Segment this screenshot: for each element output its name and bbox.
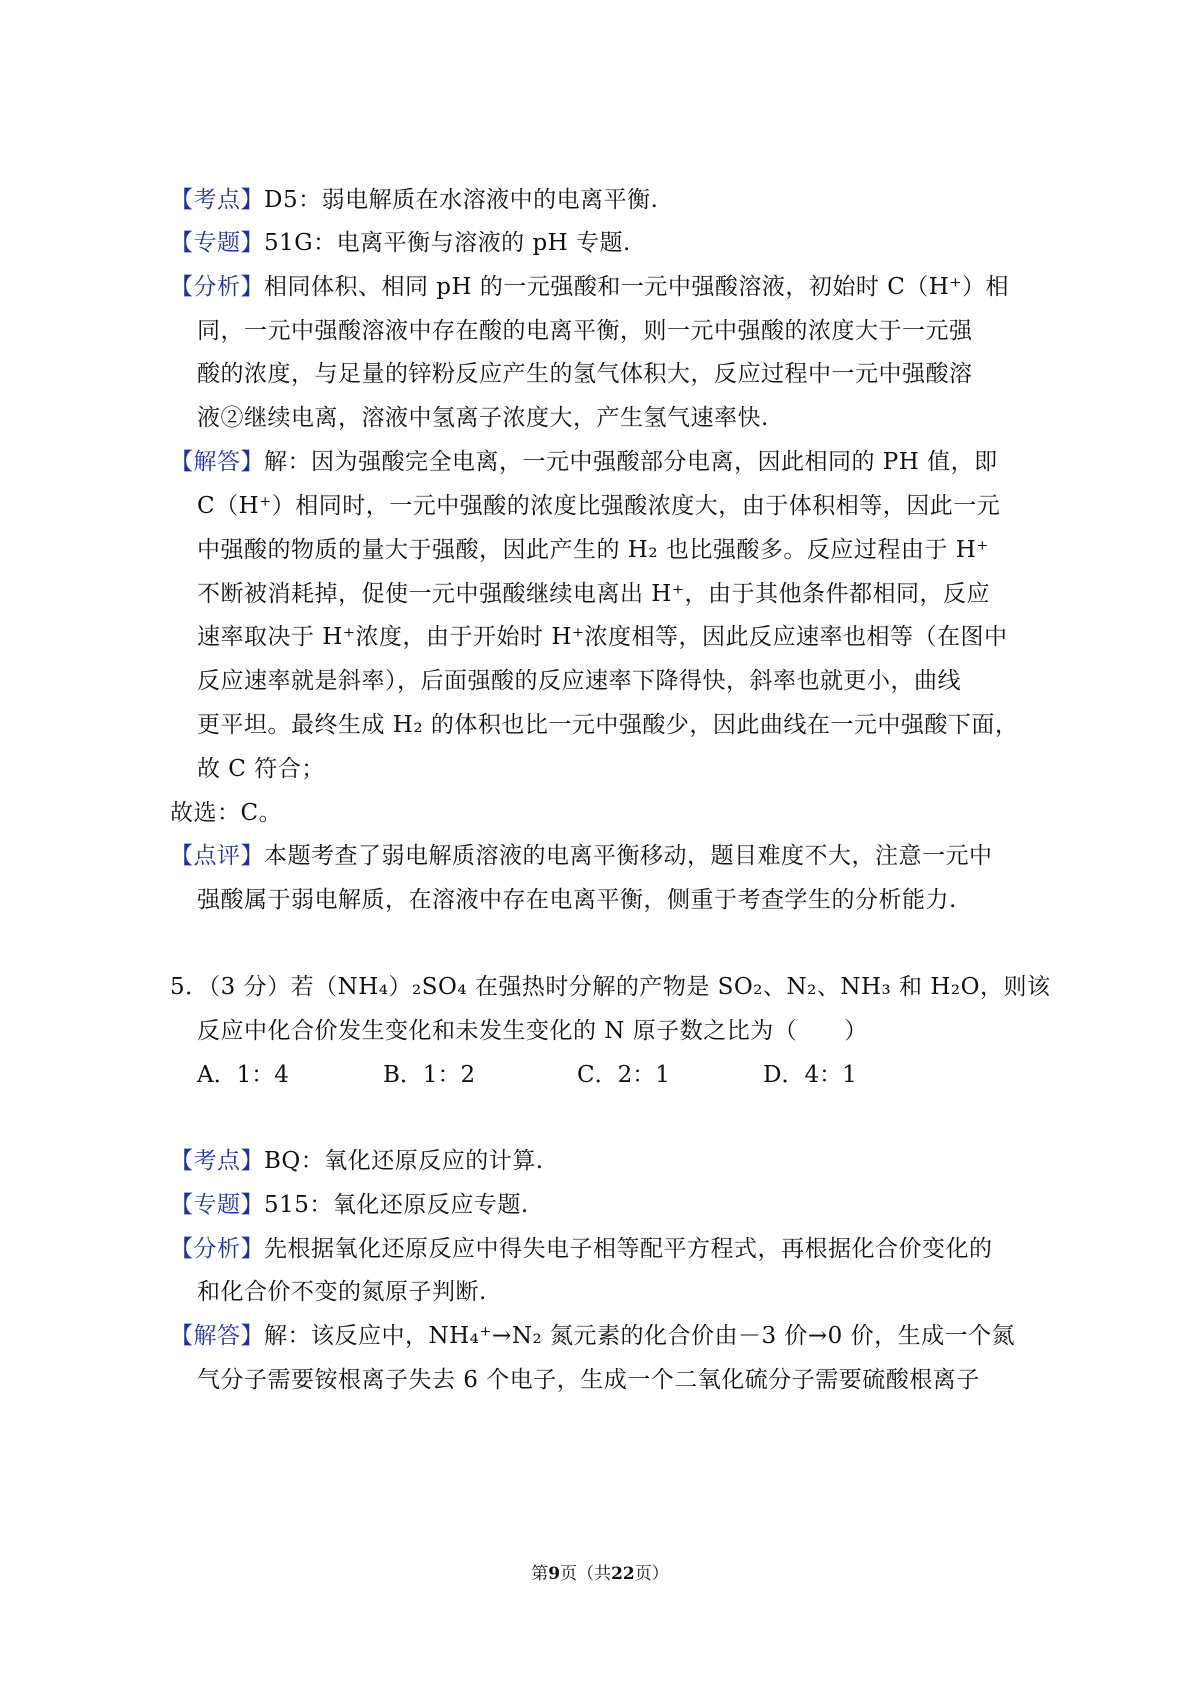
q4-jieda-line-5: 速率取决于 H⁺浓度，由于开始时 H⁺浓度相等，因此反应速率也相等（在图中 [197, 624, 1008, 650]
fenxi-text: 先根据氧化还原反应中得失电子相等配平方程式，再根据化合价变化的 [264, 1236, 993, 1262]
zhuanti-text: 515：氧化还原反应专题. [264, 1192, 529, 1218]
footer-mid: 页（共 [560, 1564, 612, 1584]
q4-dianping-line-1 [170, 841, 993, 871]
fenxi-text: 相同体积、相同 pH 的一元强酸和一元中强酸溶液，初始时 C（H⁺）相 [264, 274, 1010, 300]
q5-option-d: D．4：1 [763, 1062, 857, 1088]
dianping-text: 本题考查了弱电解质溶液的电离平衡移动，题目难度不大，注意一元中 [264, 843, 993, 869]
q5-jieda-line-2: 气分子需要铵根离子失去 6 个电子，生成一个二氧化硫分子需要硫酸根离子 [197, 1367, 980, 1393]
kaodian-tag: 【考点】 [170, 187, 264, 213]
kaodian-tag: 【考点】 [170, 1148, 264, 1174]
q4-fenxi-line-3: 酸的浓度，与足量的锌粉反应产生的氢气体积大，反应过程中一元中强酸溶 [197, 361, 973, 387]
q5-zhuanti [170, 1190, 529, 1220]
fenxi-tag: 【分析】 [170, 274, 264, 300]
jieda-tag: 【解答】 [170, 1323, 264, 1349]
jieda-text: 解：该反应中，NH₄⁺→N₂ 氮元素的化合价由－3 价→0 价，生成一个氮 [264, 1323, 1016, 1349]
q5-option-a: A．1：4 [197, 1062, 289, 1088]
kaodian-text: BQ：氧化还原反应的计算. [264, 1148, 544, 1174]
q4-jieda-line-4: 不断被消耗掉，促使一元中强酸继续电离出 H⁺，由于其他条件都相同，反应 [197, 581, 991, 607]
q4-answer: 故选：C。 [170, 800, 283, 826]
q5-option-c: C．2：1 [577, 1062, 670, 1088]
q4-jieda-line-1 [170, 447, 998, 477]
q4-dianping-line-2: 强酸属于弱电解质，在溶液中存在电离平衡，侧重于考查学生的分析能力. [197, 887, 957, 913]
zhuanti-tag: 【专题】 [170, 1192, 264, 1218]
zhuanti-text: 51G：电离平衡与溶液的 pH 专题. [264, 230, 631, 256]
q5-stem-line-2: 反应中化合价发生变化和未发生变化的 N 原子数之比为（ ） [197, 1018, 868, 1044]
q4-jieda-line-8: 故 C 符合； [197, 756, 325, 782]
q5-kaodian [170, 1146, 544, 1176]
footer-page-number: 9 [548, 1564, 561, 1584]
q5-option-b: B．1：2 [383, 1062, 476, 1088]
q4-jieda-line-2: C（H⁺）相同时，一元中强酸的浓度比强酸浓度大，由于体积相等，因此一元 [197, 493, 1001, 519]
q4-fenxi-line-2: 同，一元中强酸溶液中存在酸的电离平衡，则一元中强酸的浓度大于一元强 [197, 318, 973, 344]
page-footer [0, 1563, 1200, 1585]
kaodian-text: D5：弱电解质在水溶液中的电离平衡. [264, 187, 659, 213]
q4-jieda-line-6: 反应速率就是斜率），后面强酸的反应速率下降得快，斜率也就更小，曲线 [197, 668, 961, 694]
q4-jieda-line-3: 中强酸的物质的量大于强酸，因此产生的 H₂ 也比强酸多。反应过程由于 H⁺ [197, 537, 989, 563]
fenxi-tag: 【分析】 [170, 1236, 264, 1262]
q5-fenxi-line-1 [170, 1234, 993, 1264]
zhuanti-tag: 【专题】 [170, 230, 264, 256]
jieda-text: 解：因为强酸完全电离，一元中强酸部分电离，因此相同的 PH 值，即 [264, 449, 998, 475]
footer-post: 页） [634, 1564, 669, 1584]
q4-kaodian [170, 185, 658, 215]
q5-stem-line-1: 5．（3 分）若（NH₄）₂SO₄ 在强热时分解的产物是 SO₂、N₂、NH₃ 和 H₂O，则该 [170, 974, 1051, 1000]
footer-pre: 第 [531, 1564, 549, 1584]
dianping-tag: 【点评】 [170, 843, 264, 869]
footer-total-pages: 22 [611, 1564, 635, 1584]
q4-fenxi-line-4: 液②继续电离，溶液中氢离子浓度大，产生氢气速率快. [197, 405, 769, 431]
q4-zhuanti [170, 228, 631, 258]
q5-jieda-line-1 [170, 1321, 1015, 1351]
q4-fenxi-line-1 [170, 272, 1009, 302]
q5-fenxi-line-2: 和化合价不变的氮原子判断. [197, 1279, 487, 1305]
jieda-tag: 【解答】 [170, 449, 264, 475]
q4-jieda-line-7: 更平坦。最终生成 H₂ 的体积也比一元中强酸少，因此曲线在一元中强酸下面， [197, 712, 1019, 738]
